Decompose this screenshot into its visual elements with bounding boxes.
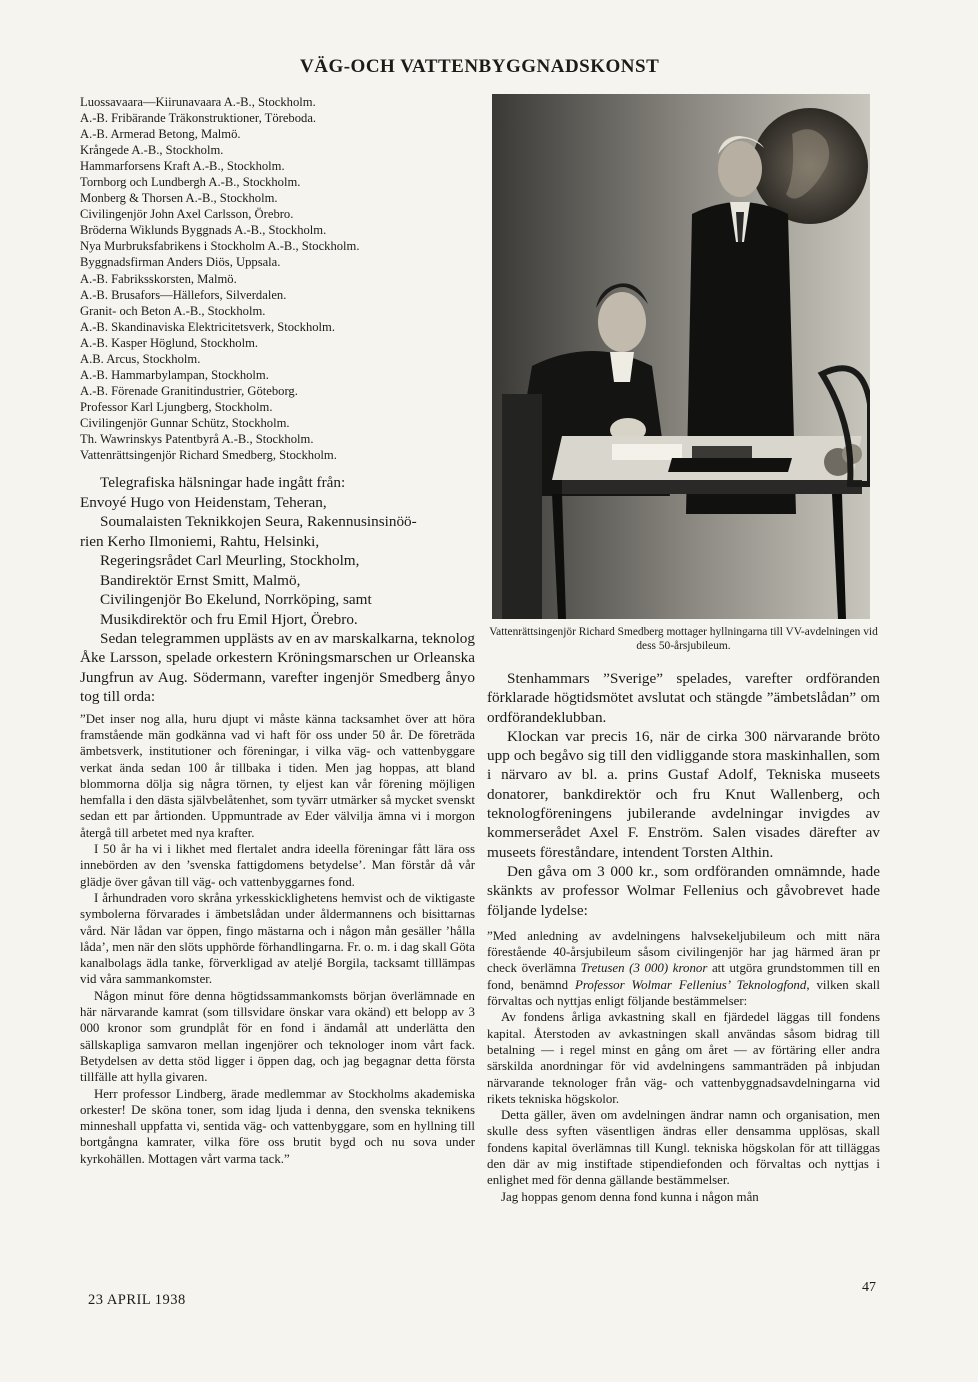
gift-letter-text-c: , vilken skall förvaltas och nyttjas enligt följande bestämmelser:	[487, 977, 880, 1009]
member-list-item: A.B. Arcus, Stockholm.	[80, 351, 201, 366]
member-list-item: A.-B. Armerad Betong, Malmö.	[80, 127, 241, 142]
member-list-item: Bröderna Wiklunds Byggnads A.-B., Stockholm.	[80, 223, 327, 238]
right-paragraph-2: Klockan var precis 16, när de cirka 300 närvarande bröto upp och begåvo sig till den vidliggande stora maskinhallen, som i närvaro av bl. a. prins Gustaf Adolf, Tekniska museets donatorer, bankdirektör och fru Knut Wallenberg, och teknologföreningens jubilerande avdelningar invigdes av kommerserådet Axel F. Enström. Salen visades därefter av museets föreståndare, intendent Torsten Althin.	[487, 727, 880, 861]
member-list-item: Monberg & Thorsen A.-B., Stockholm.	[80, 191, 278, 206]
member-list-item: A.-B. Fribärande Träkonstruktioner, Töreboda.	[80, 111, 317, 126]
page-header-title: VÄG-OCH VATTENBYGGNADSKONST	[300, 56, 660, 77]
member-list-item: Vattenrättsingenjör Richard Smedberg, Stockholm.	[80, 448, 337, 463]
telegram-sender-line: Bandirektör Ernst Smitt, Malmö,	[100, 571, 301, 589]
member-list-item: Nya Murbruksfabrikens i Stockholm A.-B., Stockholm.	[80, 239, 360, 254]
member-list-item: Luossavaara—Kiirunavaara A.-B., Stockholm.	[80, 95, 316, 109]
page-number: 47	[862, 1280, 876, 1295]
gift-letter-text-b: att utgöra grundstommen till en fond, benämnd	[487, 961, 880, 992]
right-quote	[487, 928, 880, 1205]
member-list-item: Tornborg och Lundbergh A.-B., Stockholm.	[80, 175, 301, 190]
members-list	[80, 94, 475, 463]
issue-date: 23 APRIL 1938	[88, 1292, 186, 1308]
member-list-item: Th. Wawrinskys Patentbyrå A.-B., Stockholm.	[80, 431, 314, 446]
telegram-sender-line: Envoyé Hugo von Heidenstam, Teheran,	[80, 493, 327, 511]
gift-letter-p1	[487, 928, 880, 1009]
speech-paragraph: Herr professor Lindberg, ärade medlemmar av Stockholms akademiska orkester! De sköna toner, som idag ljuda i denna, den svenska teknikens minneshall uppfatta vi, sentida väg- och vattenbyggare, som en hyllning till bortgångna kamrater, vilka före oss brutit bygd och nu sova under kyrkohällen. Mottagen vårt varma tack.”	[80, 1086, 475, 1166]
photo-caption: Vattenrättsingenjör Richard Smedberg mottager hyllningarna till VV-avdelningen vid dess 50-årsjubileum.	[489, 626, 878, 652]
right-column	[487, 94, 880, 1205]
fund-name: Professor Wolmar Fellenius’ Teknologfond	[574, 977, 807, 992]
member-list-item: Krångede A.-B., Stockholm.	[80, 143, 224, 158]
photo	[492, 94, 870, 619]
telegram-sender-line: Civilingenjör Bo Ekelund, Norrköping, samt	[100, 591, 372, 609]
member-list-item: Byggnadsfirman Anders Diös, Uppsala.	[80, 255, 281, 270]
member-list-item: Hammarforsens Kraft A.-B., Stockholm.	[80, 159, 285, 174]
telegram-sender-line: Soumalaisten Teknikkojen Seura, Rakennusinsinöö-	[100, 513, 417, 531]
gift-letter-p4: Jag hoppas genom denna fond kunna i någon mån	[501, 1189, 759, 1204]
member-list-item: A.-B. Förenade Granitindustrier, Göteborg.	[80, 383, 298, 398]
speech-paragraph: ”Det inser nog alla, huru djupt vi måste känna tacksamhet över att höra framstående män godkänna vad vi haft för oss under 50 år. De företräda ämbetsverk, institutioner och föreningar, i vilka väg- och vattenbyggare verkat ända sedan 100 år tillbaka i tiden. Men jag hoppas, att bland blommorna dölja sig några törnen, ty eljest kan vår förening möjligen hemfalla i den dästa självbelåtenhet, som tyvärr utmärker så mycket svenskt sedan ett par årtionden. Uppmuntrade av Eder välvilja ämna vi i morgon återgå till arbetet med nya krafter.	[80, 711, 475, 840]
member-list-item: Civilingenjör Gunnar Schütz, Stockholm.	[80, 415, 290, 430]
gift-amount: Tretusen (3 000) kronor	[580, 961, 708, 976]
member-list-item: Granit- och Beton A.-B., Stockholm.	[80, 303, 266, 318]
speech-paragraph: I 50 år ha vi i likhet med flertalet andra ideella föreningar fått lära oss innebörden av den ’svenska fattigdomens betydelse’. Man förstår då vår glädje över gåvan till väg- och vattenbyggarnes fond.	[80, 842, 475, 889]
gift-letter-text-a: ”Med anledning av avdelningens halvsekeljubileum och mitt nära förestående 40-årsjubileum såsom civilingenjör har jag härmed äran pr check överlämna	[487, 928, 880, 976]
member-list-item: A.-B. Kasper Höglund, Stockholm.	[80, 335, 259, 350]
left-paragraph-1: Sedan telegrammen upplästs av en av marskalkarna, teknolog Åke Larsson, spelade orkestern Kröningsmarschen ur Orleanska Jungfrun av Aug. Södermann, varefter ingenjör Smedberg ånyo tog till orda:	[80, 630, 475, 706]
speech-paragraph: Någon minut före denna högtidssammankomsts början överlämnade en här närvarande kamrat (som tillsvidare önskar vara okänd) ett belopp av 3 000 kronor som grundplåt för en fond i ändamål att underlätta den sällskapliga samvaron mellan ingenjörer och teknologer inom vårt fack. Betydelsen av detta stöd ligger i öppen dag, och jag begagnar detta första tillfälle att hylla givaren.	[80, 988, 475, 1085]
telegram-sender-line: Regeringsrådet Carl Meurling, Stockholm,	[100, 552, 360, 570]
member-list-item: Civilingenjör John Axel Carlsson, Örebro.	[80, 207, 294, 222]
telegram-intro: Telegrafiska hälsningar hade ingått från:	[100, 474, 346, 492]
gift-letter-p3: Detta gäller, även om avdelningen ändrar namn och organisation, men skulle dess syften väsentligen ändras eller densamma upplösas, skall fondens kapital överlämnas till Kungl. tekniska högskolan för att tilläggas den där av mig instiftade stipendiefonden och förvaltas och nyttjas i enlighet med för denna gällande bestämmelser.	[487, 1108, 880, 1188]
right-paragraph-3: Den gåva om 3 000 kr., som ordföranden omnämnde, hade skänkts av professor Wolmar Fellenius och gåvobrevet hade följande lydelse:	[487, 862, 880, 919]
telegram-senders	[80, 493, 475, 630]
left-column	[80, 94, 475, 1167]
telegram-sender-line: rien Kerho Ilmoniemi, Rahtu, Helsinki,	[80, 532, 320, 550]
telegram-sender-line: Musikdirektör och fru Emil Hjort, Örebro.	[100, 610, 358, 628]
speech-paragraph: I århundraden voro skråna yrkesskicklighetens hemvist och de viktigaste symbolerna förvarades i ämbetslådan under åldermannens och bisittarnas vård. När lådan var öppen, fingo mästarna och i någon mån gesäller ’hålla låda’, men när den slöts upphörde förhandlingarna. Fr. o. m. i dag skall Göta kanalbolags ädla tanke, förverkligad av ateljé Borgila, tacksamt tilllämpas vid våra sammankomster.	[80, 890, 475, 987]
left-quote	[80, 711, 475, 1167]
gift-letter-p2: Av fondens årliga avkastning skall en fjärdedel läggas till fondens kapital. Återstoden av avkastningen skall användas såsom bidrag till betalning — i regel minst en gång om året — av förtäring eller andra särskilda anordningar för vid avdelningens sammanträden på inbjudan närvarande teknologer från väg- och vattenbyggnadsavdelningarna vid rikets tekniska högskolor.	[487, 1010, 880, 1106]
right-paragraph-1: Stenhammars ”Sverige” spelades, varefter ordföranden förklarade högtidsmötet avslutat och stängde ”ämbetslådan” om ordförandeklubban.	[487, 670, 880, 726]
photo-image	[492, 94, 870, 619]
member-list-item: Professor Karl Ljungberg, Stockholm.	[80, 399, 273, 414]
member-list-item: A.-B. Brusafors—Hällefors, Silverdalen.	[80, 287, 287, 302]
telegram-block	[80, 473, 475, 629]
member-list-item: A.-B. Hammarbylampan, Stockholm.	[80, 367, 269, 382]
member-list-item: A.-B. Skandinaviska Elektricitetsverk, Stockholm.	[80, 319, 335, 334]
member-list-item: A.-B. Fabriksskorsten, Malmö.	[80, 271, 237, 286]
